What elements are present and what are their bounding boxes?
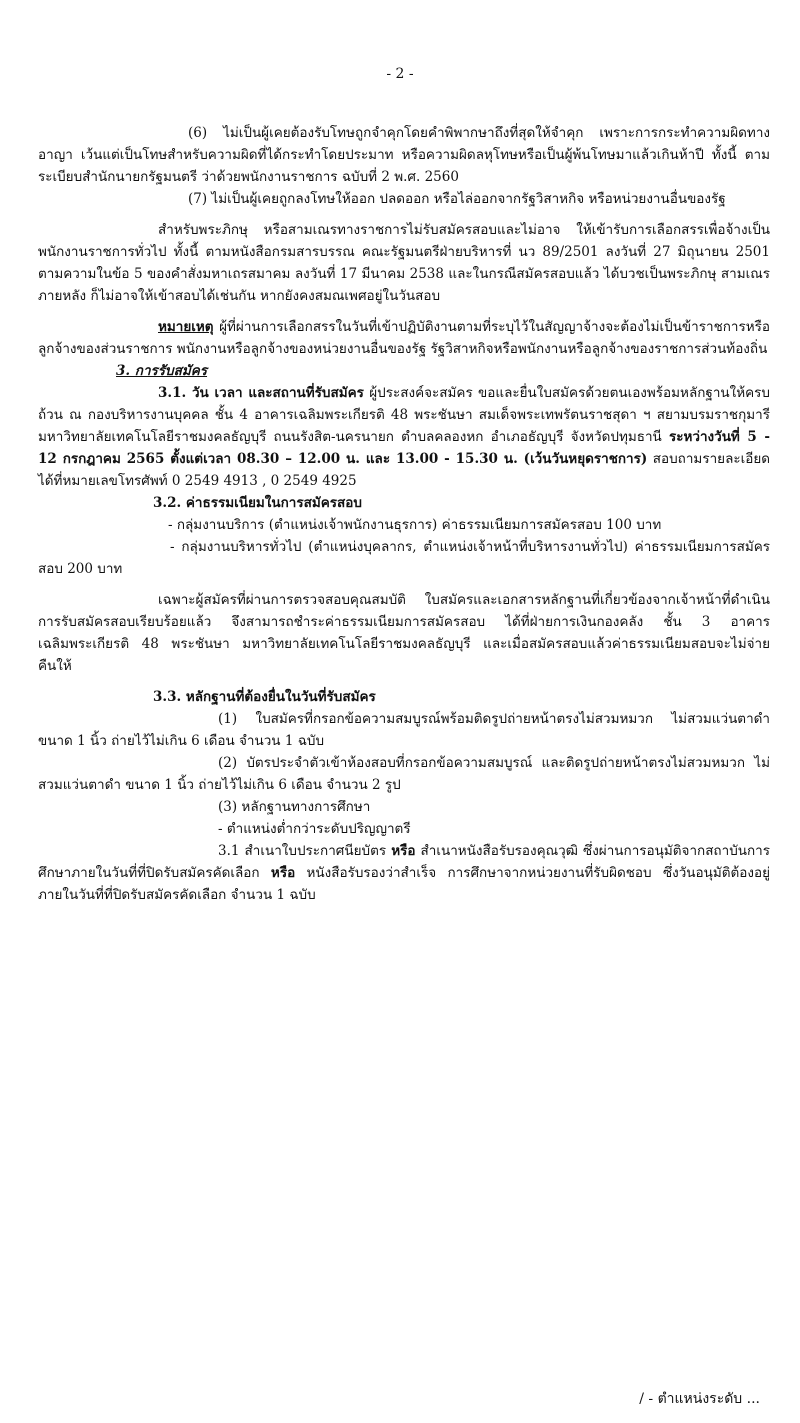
evidence-item-3-sub: - ตำแหน่งต่ำกว่าระดับปริญญาตรี (218, 821, 411, 837)
note-text: ผู้ที่ผ่านการเลือกสรรในวันที่เข้าปฏิบัติงานตามที่ระบุไว้ในสัญญาจ้างจะต้องไม่เป็นข้าราชการหรือลูกจ้างของส่วนราชการ พนักงานหรือลูกจ้างของหน่วยงานอื่นของรัฐ รัฐวิสาหกิจหรือพนักงานหรือลูกจ้างของราชการส่วนท้องถิ่น (38, 319, 770, 357)
evidence-3-1 (38, 840, 770, 906)
document-body (38, 122, 770, 906)
section-3-3-title: 3.3. หลักฐานที่ต้องยื่นในวันที่รับสมัคร (153, 689, 376, 705)
page-number: - 2 - (386, 66, 414, 82)
section-3-1 (38, 382, 770, 492)
section-3-1-dates: ระหว่างวันที่ 5 - 12 กรกฎาคม 2565 ตั้งแต่เวลา 08.30 – 12.00 น. และ 13.00 - 15.30 น. (เว้นวันหยุดราชการ) (38, 429, 770, 467)
section-3-1-text-b: สอบถามรายละเอียดได้ที่หมายเลขโทรศัพท์ 0 2549 4913 , 0 2549 4925 (38, 451, 770, 489)
section-3-2-title: 3.2. ค่าธรรมเนียมในการสมัครสอบ (153, 495, 362, 511)
note-label: หมายเหตุ (158, 319, 214, 335)
monk-paragraph: สำหรับพระภิกษุ หรือสามเณรทางราชการไม่รับสมัครสอบและไม่อาจ ให้เข้ารับการเลือกสรรเพื่อจ้างเป็นพนักงานราชการทั่วไป ทั้งนี้ ตามหนังสือกรมสารบรรณ คณะรัฐมนตรีฝ่ายบริหารที่ นว 89/2501 ลงวันที่ 27 มิถุนายน 2501 ตามความในข้อ 5 ของคำสั่งมหาเถรสมาคม ลงวันที่ 17 มีนาคม 2538 และในกรณีสมัครสอบแล้ว ได้บวชเป็นพระภิกษุ สามเณรภายหลัง ก็ไม่อาจให้เข้าสอบได้เช่นกัน หากยังคงสมณเพศอยู่ในวันสอบ (38, 222, 770, 304)
continuation-footer: / - ตำแหน่งระดับ ... (639, 1391, 760, 1407)
section-3-1-text-a: ผู้ประสงค์จะสมัคร ขอและยื่นใบสมัครด้วยตนเองพร้อมหลักฐานให้ครบถ้วน ณ กองบริหารงานบุคคล ชั้น 4 อาคารเฉลิมพระเกียรติ 48 พระชันษา สมเด็จพระเทพรัตนราชสุดา ฯ สยามบรมราชกุมารี มหาวิทยาลัยเทคโนโลยีราชมงคลธัญบุรี ถนนรังสิต-นครนายก ตำบลคลองหก อำเภอธัญบุรี จังหวัดปทุมธานี (38, 385, 770, 445)
evidence-3-1-c: หนังสือรับรองว่าสำเร็จ การศึกษาจากหน่วยงานที่รับผิดชอบ ซึ่งวันอนุมัติต้องอยู่ภายในวันที่ที่ปิดรับสมัครคัดเลือก จำนวน 1 ฉบับ (38, 865, 770, 903)
section-3-1-label: 3.1. วัน เวลา และสถานที่รับสมัคร (158, 385, 364, 401)
evidence-item-3: (3) หลักฐานทางการศึกษา (218, 799, 371, 815)
clause-6: (6) ไม่เป็นผู้เคยต้องรับโทษถูกจำคุกโดยคำพิพากษาถึงที่สุดให้จำคุก เพราะการกระทำความผิดทางอาญา เว้นแต่เป็นโทษสำหรับความผิดที่ได้กระทำโดยประมาท หรือความผิดลหุโทษหรือเป็นผู้พ้นโทษมาแล้วเกินห้าปี ทั้งนี้ ตามระเบียบสำนักนายกรัฐมนตรี ว่าด้วยพนักงานราชการ ฉบับที่ 2 พ.ศ. 2560 (38, 125, 770, 185)
or-2: หรือ (270, 865, 296, 881)
section-3-title: 3. การรับสมัคร (116, 363, 208, 379)
evidence-3-1-b: สำเนาหนังสือรับรองคุณวุฒิ ซึ่งผ่านการอนุมัติจากสถาบันการศึกษาภายในวันที่ที่ปิดรับสมัครคัดเลือก (38, 843, 770, 881)
fee-item-general: - กลุ่มงานบริหารทั่วไป (ตำแหน่งบุคลากร, ตำแหน่งเจ้าหน้าที่บริหารงานทั่วไป) ค่าธรรมเนียมการสมัครสอบ 200 บาท (38, 539, 770, 577)
or-1: หรือ (391, 843, 416, 859)
note-paragraph (38, 316, 770, 360)
fee-paragraph: เฉพาะผู้สมัครที่ผ่านการตรวจสอบคุณสมบัติ ใบสมัครและเอกสารหลักฐานที่เกี่ยวข้องจากเจ้าหน้าที่ดำเนินการรับสมัครสอบเรียบร้อยแล้ว จึงสามารถชำระค่าธรรมเนียมการสมัครสอบ ได้ที่ฝ่ายการเงินกองคลัง ชั้น 3 อาคารเฉลิมพระเกียรติ 48 พระชันษา มหาวิทยาลัยเทคโนโลยีราชมงคลธัญบุรี และเมื่อสมัครสอบแล้วค่าธรรมเนียมสอบจะไม่จ่ายคืนให้ (38, 592, 770, 674)
evidence-item-1: (1) ใบสมัครที่กรอกข้อความสมบูรณ์พร้อมติดรูปถ่ายหน้าตรงไม่สวมหมวก ไม่สวมแว่นตาดำ ขนาด 1 นิ้ว ถ่ายไว้ไม่เกิน 6 เดือน จำนวน 1 ฉบับ (38, 711, 770, 749)
clause-7: (7) ไม่เป็นผู้เคยถูกลงโทษให้ออก ปลดออก หรือไล่ออกจากรัฐวิสาหกิจ หรือหน่วยงานอื่นของรัฐ (188, 191, 726, 207)
evidence-item-2: (2) บัตรประจำตัวเข้าห้องสอบที่กรอกข้อความสมบูรณ์ และติดรูปถ่ายหน้าตรงไม่สวมหมวก ไม่สวมแว่นตาดำ ขนาด 1 นิ้ว ถ่ายไว้ไม่เกิน 6 เดือน จำนวน 2 รูป (38, 755, 770, 793)
evidence-3-1-a: 3.1 สำเนาใบประกาศนียบัตร (218, 843, 392, 859)
fee-item-service: - กลุ่มงานบริการ (ตำแหน่งเจ้าพนักงานธุรการ) ค่าธรรมเนียมการสมัครสอบ 100 บาท (168, 517, 662, 533)
